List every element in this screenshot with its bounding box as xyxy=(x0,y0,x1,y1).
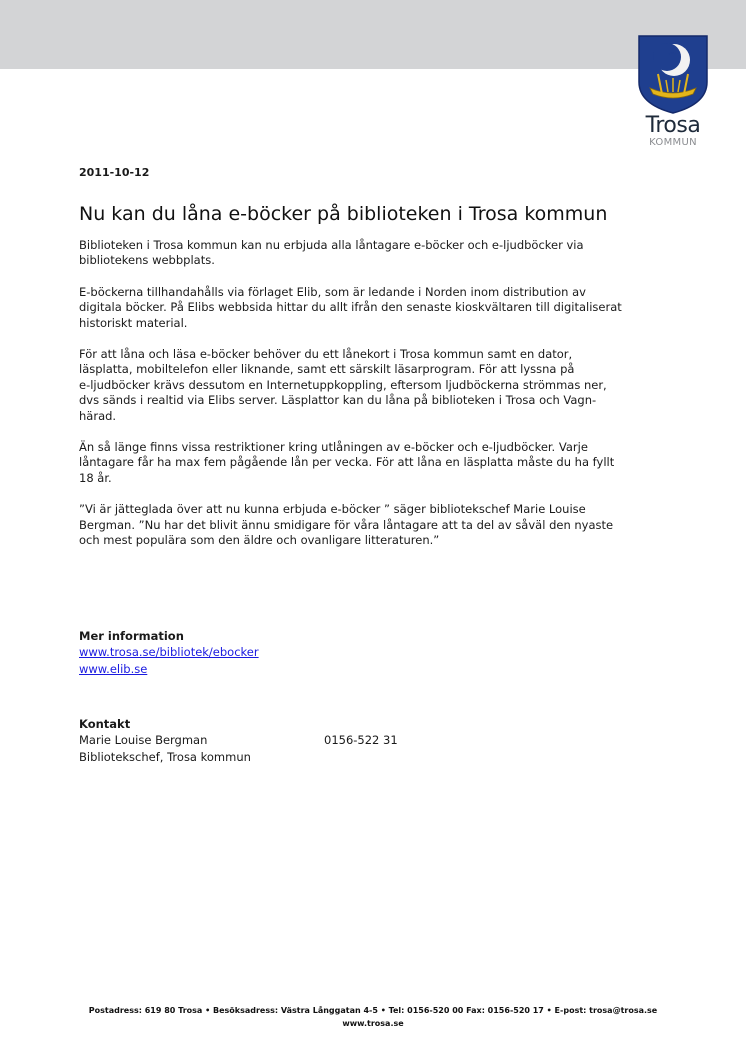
contact-role: Bibliotekschef, Trosa kommun xyxy=(79,750,251,764)
press-release xyxy=(79,166,679,549)
text-line: 18 år. xyxy=(79,470,112,485)
logo-subtitle: KOMMUN xyxy=(649,137,697,148)
more-info-title: Mer information xyxy=(79,629,184,643)
contact-title: Kontakt xyxy=(79,717,131,731)
text-line: läsplatta, mobiltelefon eller liknande, samt ett särskilt läsarprogram. För att lyssna på xyxy=(79,362,575,377)
paragraph-1 xyxy=(79,238,679,269)
text-line: Än så länge finns vissa restriktioner kring utlåningen av e-böcker och e-ljudböcker. Varje xyxy=(79,440,588,455)
text-line: dvs sänds i realtid via Elibs server. Läsplattor kan du låna på biblioteken i Trosa och Vagn- xyxy=(79,393,597,408)
paragraph-3 xyxy=(79,347,679,424)
text-line: härad. xyxy=(79,408,117,423)
text-line: bibliotekens webbplats. xyxy=(79,253,215,268)
footer-website: www.trosa.se xyxy=(342,1019,404,1028)
footer xyxy=(0,1004,746,1030)
text-line: digitala böcker. På Elibs webbsida hittar du allt ifrån den senaste kioskvältaren till digitaliserat xyxy=(79,300,622,315)
paragraph-5 xyxy=(79,502,679,548)
release-date: 2011-10-12 xyxy=(79,166,150,179)
text-line: Biblioteken i Trosa kommun kan nu erbjuda alla låntagare e-böcker och e-ljudböcker via xyxy=(79,238,584,252)
paragraph-4 xyxy=(79,440,679,486)
contact-name-row xyxy=(79,732,579,749)
trosa-coat-of-arms-icon xyxy=(636,34,710,114)
header-band xyxy=(0,0,746,69)
trosa-logo xyxy=(636,34,710,154)
text-line: För att låna och läsa e-böcker behöver du ett lånekort i Trosa kommun samt en dator, xyxy=(79,347,573,362)
contact-name: Marie Louise Bergman xyxy=(79,733,208,747)
footer-address: Postadress: 619 80 Trosa • Besöksadress: Västra Långgatan 4-5 • Tel: 0156-520 00 Fax: 0156-520 17 • E-post: trosa@trosa.se xyxy=(88,1006,658,1015)
contact-phone: 0156-522 31 xyxy=(324,733,398,747)
more-info-section xyxy=(79,628,479,678)
text-line: historiskt material. xyxy=(79,315,188,330)
headline: Nu kan du låna e-böcker på biblioteken i Trosa kommun xyxy=(79,203,608,225)
text-line: låntagare får ha max fem pågående lån per vecka. För att låna en läsplatta måste du ha fyllt xyxy=(79,455,615,470)
text-line: e-ljudböcker krävs dessutom en Internetuppkoppling, eftersom ljudböckerna strömmas ner, xyxy=(79,377,607,392)
text-line: ”Vi är jätteglada över att nu kunna erbjuda e-böcker ” säger bibliotekschef Marie Louise xyxy=(79,502,586,517)
paragraph-2 xyxy=(79,285,679,331)
text-line: och mest populära som den äldre och ovanligare litteraturen.” xyxy=(79,533,440,548)
logo-name: Trosa xyxy=(645,113,701,138)
text-line: Bergman. ”Nu har det blivit ännu smidigare för våra låntagare att ta del av såväl den nyaste xyxy=(79,517,614,532)
link-trosa-ebocker[interactable]: www.trosa.se/bibliotek/ebocker xyxy=(79,645,259,659)
text-line: E-böckerna tillhandahålls via förlaget Elib, som är ledande i Norden inom distribution av xyxy=(79,284,586,299)
link-elib[interactable]: www.elib.se xyxy=(79,662,148,676)
contact-section xyxy=(79,716,579,766)
